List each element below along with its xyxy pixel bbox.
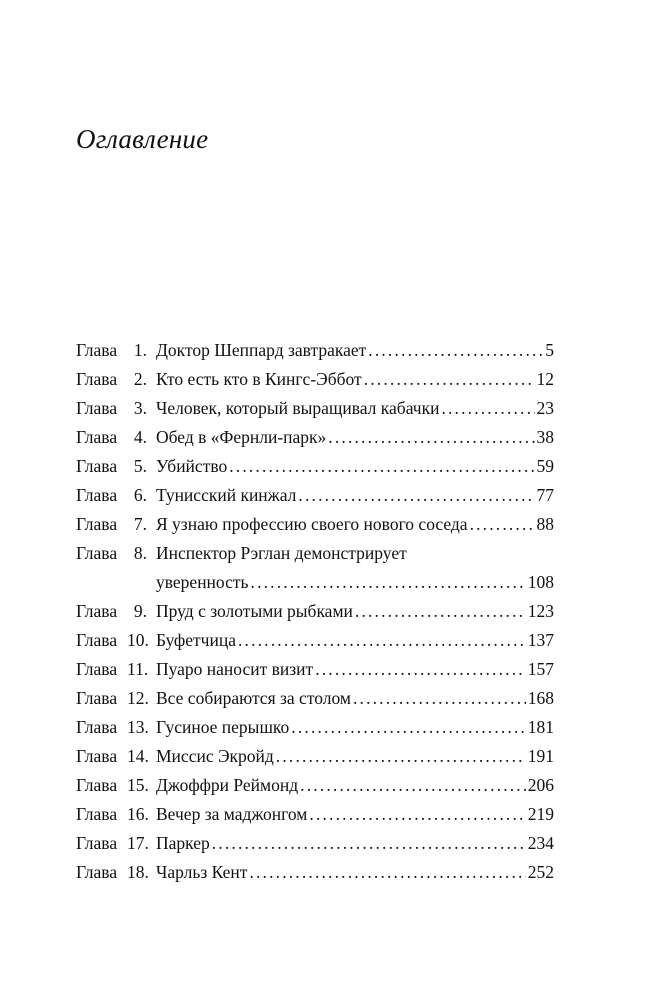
dot-leader (353, 684, 526, 713)
chapter-title-line-1: Инспектор Рэглан демонстрирует (156, 543, 407, 563)
toc-entry[interactable] (76, 713, 554, 742)
chapter-title: уверенность (156, 572, 249, 592)
chapter-title: Пруд с золотыми рыбками (156, 601, 353, 621)
dot-leader (212, 829, 526, 858)
chapter-title: Чарльз Кент (156, 862, 248, 882)
chapter-title: Все собираются за столом (156, 688, 351, 708)
page-number: 168 (527, 688, 554, 708)
dot-leader (238, 626, 526, 655)
toc-entry[interactable] (76, 394, 554, 423)
chapter-number: 2. (133, 369, 147, 389)
chapter-body (156, 829, 554, 858)
dot-leader (291, 713, 525, 742)
chapter-label: Глава (76, 514, 118, 534)
chapter-line (156, 800, 554, 829)
chapter-number: 5. (133, 456, 147, 476)
chapter-body (156, 597, 554, 626)
dot-leader (309, 800, 525, 829)
chapter-line (156, 510, 554, 539)
toc-entry[interactable] (76, 597, 554, 626)
chapter-label: Глава (76, 543, 118, 563)
chapter-body (156, 771, 554, 800)
chapter-body (156, 452, 554, 481)
chapter-label: Глава (76, 427, 118, 447)
page-number: 88 (536, 514, 554, 534)
chapter-number: 6. (133, 485, 147, 505)
chapter-title: Джоффри Реймонд (156, 775, 299, 795)
dot-leader (470, 510, 535, 539)
chapter-title: Тунисский кинжал (156, 485, 297, 505)
chapter-label: Глава (76, 456, 118, 476)
chapter-title: Вечер за маджонгом (156, 804, 308, 824)
chapter-title: Человек, который выращивал кабачки (156, 398, 440, 418)
toc-entry[interactable] (76, 771, 554, 800)
chapter-body (156, 742, 554, 771)
chapter-number: 13. (127, 717, 149, 737)
chapter-body (156, 539, 554, 597)
page-number: 157 (527, 659, 554, 679)
chapter-title: Я узнаю профессию своего нового соседа (156, 514, 468, 534)
toc-title: Оглавление (76, 124, 209, 154)
chapter-label: Глава (76, 369, 118, 389)
chapter-label: Глава (76, 833, 118, 853)
dot-leader (249, 858, 525, 887)
chapter-line (156, 742, 554, 771)
page-number: 123 (527, 601, 554, 621)
toc-entry[interactable] (76, 626, 554, 655)
chapter-body (156, 858, 554, 887)
chapter-number: 7. (133, 514, 147, 534)
chapter-body (156, 365, 554, 394)
page-number: 77 (536, 485, 554, 505)
page-number: 137 (527, 630, 554, 650)
chapter-line (156, 597, 554, 626)
toc-entry[interactable] (76, 684, 554, 713)
dot-leader (315, 655, 526, 684)
page-number: 234 (527, 833, 554, 853)
chapter-line (156, 394, 554, 423)
chapter-body (156, 510, 554, 539)
chapter-number: 10. (127, 630, 149, 650)
chapter-number: 4. (133, 427, 147, 447)
toc-entry[interactable] (76, 800, 554, 829)
chapter-title: Миссис Экройд (156, 746, 274, 766)
page-number: 191 (527, 746, 554, 766)
chapter-line (156, 829, 554, 858)
page-number: 252 (527, 862, 554, 882)
page-number: 181 (527, 717, 554, 737)
chapter-line (156, 423, 554, 452)
chapter-body (156, 684, 554, 713)
page-number: 12 (536, 369, 554, 389)
toc-entry[interactable] (76, 423, 554, 452)
chapter-line (156, 452, 554, 481)
dot-leader (355, 597, 526, 626)
chapter-label: Глава (76, 688, 118, 708)
toc-entry[interactable] (76, 452, 554, 481)
chapter-body (156, 626, 554, 655)
chapter-title: Паркер (156, 833, 210, 853)
chapter-body (156, 481, 554, 510)
dot-leader (300, 771, 526, 800)
chapter-number: 16. (127, 804, 149, 824)
dot-leader (441, 394, 534, 423)
chapter-label: Глава (76, 398, 118, 418)
chapter-body (156, 713, 554, 742)
chapter-line (156, 626, 554, 655)
chapter-number: 14. (127, 746, 149, 766)
page-number: 206 (527, 775, 554, 795)
chapter-number: 1. (133, 340, 147, 360)
chapter-title: Гусиное перышко (156, 717, 290, 737)
chapter-number: 9. (133, 601, 147, 621)
chapter-title: Доктор Шеппард завтракает (156, 340, 367, 360)
chapter-line (156, 336, 554, 365)
chapter-number: 15. (127, 775, 149, 795)
toc-entry[interactable] (76, 829, 554, 858)
chapter-title: Кто есть кто в Кингс-Эббот (156, 369, 362, 389)
dot-leader (251, 568, 526, 597)
chapter-number: 18. (127, 862, 149, 882)
chapter-title: Обед в «Фернли-парк» (156, 427, 327, 447)
chapter-label: Глава (76, 340, 118, 360)
chapter-label: Глава (76, 630, 118, 650)
dot-leader (328, 423, 534, 452)
chapter-number: 8. (133, 543, 147, 563)
chapter-label: Глава (76, 659, 118, 679)
dot-leader (276, 742, 526, 771)
chapter-line (156, 539, 554, 568)
chapter-label: Глава (76, 717, 118, 737)
chapter-body (156, 423, 554, 452)
chapter-label: Глава (76, 601, 118, 621)
toc-entry[interactable] (76, 655, 554, 684)
toc-entry[interactable] (76, 510, 554, 539)
chapter-line (156, 568, 554, 597)
chapter-line (156, 858, 554, 887)
toc-entry[interactable] (76, 365, 554, 394)
toc-entry[interactable] (76, 336, 554, 365)
chapter-title: Пуаро наносит визит (156, 659, 314, 679)
chapter-line (156, 481, 554, 510)
page-number: 38 (536, 427, 554, 447)
chapter-number: 17. (127, 833, 149, 853)
toc-list (76, 336, 554, 887)
toc-entry[interactable] (76, 742, 554, 771)
chapter-line (156, 684, 554, 713)
chapter-number: 12. (127, 688, 149, 708)
toc-entry[interactable] (76, 858, 554, 887)
dot-leader (368, 336, 543, 365)
dot-leader (364, 365, 535, 394)
chapter-number: 3. (133, 398, 147, 418)
page-number: 59 (536, 456, 554, 476)
page-number: 108 (527, 572, 554, 592)
chapter-body (156, 394, 554, 423)
chapter-body (156, 655, 554, 684)
page-number: 219 (527, 804, 554, 824)
chapter-title: Убийство (156, 456, 228, 476)
chapter-title: Буфетчица (156, 630, 236, 650)
chapter-number: 11. (127, 659, 149, 679)
chapter-line (156, 713, 554, 742)
chapter-body (156, 800, 554, 829)
chapter-body (156, 336, 554, 365)
chapter-line (156, 365, 554, 394)
chapter-label: Глава (76, 746, 118, 766)
chapter-label: Глава (76, 485, 118, 505)
chapter-label: Глава (76, 804, 118, 824)
page-number: 23 (536, 398, 554, 418)
chapter-line (156, 655, 554, 684)
dot-leader (298, 481, 534, 510)
chapter-line (156, 771, 554, 800)
toc-entry[interactable] (76, 481, 554, 510)
toc-entry[interactable] (76, 539, 554, 597)
chapter-label: Глава (76, 862, 118, 882)
page-number: 5 (545, 340, 554, 360)
chapter-label: Глава (76, 775, 118, 795)
dot-leader (229, 452, 534, 481)
